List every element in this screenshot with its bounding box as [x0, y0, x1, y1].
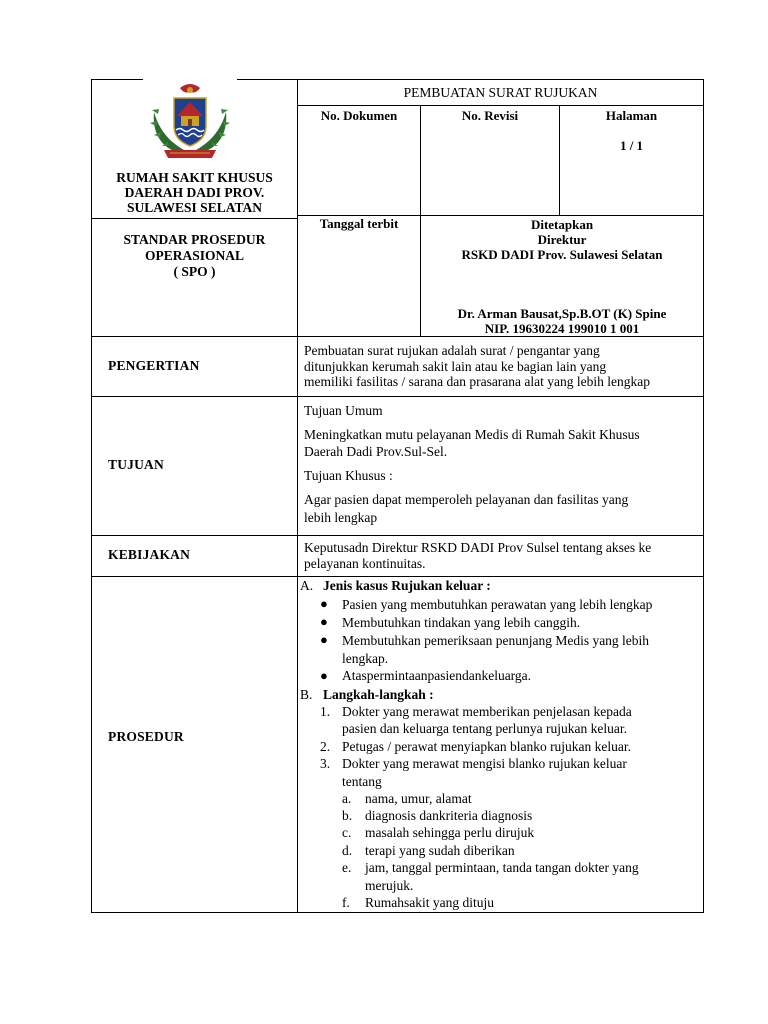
sub-item: Rumahsakit yang dituju — [365, 895, 494, 910]
b-item-continuation: tentang — [342, 774, 382, 789]
sub-item: masalah sehingga perlu dirujuk — [365, 825, 535, 840]
section-a-marker: A. — [300, 578, 314, 593]
b-item: Dokter yang merawat mengisi blanko rujukan keluar — [342, 756, 627, 771]
sub-item-continuation: merujuk. — [365, 878, 414, 893]
bullet-icon: ● — [320, 632, 328, 647]
ditetapkan-line: Direktur — [537, 232, 587, 247]
hospital-name-line: RUMAH SAKIT KHUSUS — [116, 170, 273, 185]
table-top-border-right — [237, 79, 704, 80]
pengertian-line: ditunjukkan kerumah sakit lain atau ke bagian lain yang — [304, 358, 607, 374]
b-item: Petugas / perawat menyiapkan blanko rujukan keluar. — [342, 739, 632, 754]
tujuan-umum-line: Daerah Dadi Prov.Sul-Sel. — [304, 444, 448, 459]
spo-label-line: ( SPO ) — [173, 264, 216, 279]
ditetapkan-line: Ditetapkan — [530, 217, 594, 232]
pengertian-line: memiliki fasilitas / sarana dan prasarana alat yang lebih lengkap — [304, 374, 650, 389]
section-a-title: Jenis kasus Rujukan keluar : — [323, 578, 491, 593]
column-divider — [297, 79, 298, 913]
tujuan-khusus-line: lebih lengkap — [304, 510, 378, 525]
bullet-icon: ● — [320, 668, 328, 683]
no-dokumen-header: No. Dokumen — [320, 108, 398, 123]
prosedur-label: PROSEDUR — [108, 729, 184, 744]
tujuan-umum-title: Tujuan Umum — [304, 403, 383, 418]
spo-label — [92, 232, 297, 280]
header-row-line-left — [91, 218, 298, 219]
b-item-number: 1. — [320, 704, 331, 719]
tujuan-label: TUJUAN — [108, 457, 164, 472]
pengertian-line: Pembuatan surat rujukan adalah surat / pengantar yang — [304, 343, 600, 358]
sub-item-marker: b. — [342, 808, 353, 823]
b-item-number: 2. — [320, 739, 331, 754]
tujuan-khusus-line: Agar pasien dapat memperoleh pelayanan dan fasilitas yang — [304, 492, 629, 507]
sub-item: nama, umur, alamat — [365, 791, 472, 806]
table-top-border-left — [91, 79, 143, 80]
sub-item-marker: d. — [342, 843, 353, 858]
signatory-nip: NIP. 19630224 199010 1 001 — [484, 321, 640, 336]
tujuan-khusus-title: Tujuan Khusus : — [304, 468, 393, 483]
tujuan-umum-line: Meningkatkan mutu pelayanan Medis di Rumah Sakit Khusus — [304, 427, 640, 442]
section-b-title: Langkah-langkah : — [323, 687, 434, 702]
sub-item-marker: c. — [342, 825, 352, 840]
row-line-kebijakan — [91, 535, 704, 536]
ditetapkan-line: RSKD DADI Prov. Sulawesi Selatan — [461, 247, 663, 262]
halaman-header: Halaman — [605, 108, 658, 123]
b-item-number: 3. — [320, 756, 331, 771]
a-item: Pasien yang membutuhkan perawatan yang lebih lengkap — [342, 597, 653, 612]
halaman-value: 1 / 1 — [619, 138, 644, 153]
hospital-name-line: SULAWESI SELATAN — [127, 200, 262, 215]
hospital-logo — [144, 82, 236, 162]
kebijakan-line: Keputusadn Direktur RSKD DADI Prov Sulsel tentang akses ke — [304, 540, 652, 555]
header-title-underline — [297, 105, 704, 106]
table-bottom-border — [91, 912, 704, 913]
a-item: Membutuhkan tindakan yang lebih canggih. — [342, 615, 581, 630]
kebijakan-label: KEBIJAKAN — [108, 547, 191, 562]
sub-item: jam, tanggal permintaan, tanda tangan dokter yang — [365, 860, 639, 875]
pengertian-text — [304, 343, 700, 390]
a-item-continuation: lengkap. — [342, 651, 389, 666]
signatory-name: Dr. Arman Bausat,Sp.B.OT (K) Spine — [457, 306, 667, 321]
bullet-icon: ● — [320, 596, 328, 611]
a-item: Membutuhkan pemeriksaan penunjang Medis yang lebih — [342, 633, 650, 648]
sub-item-marker: a. — [342, 791, 352, 806]
table-right-border — [703, 79, 704, 913]
hospital-name — [92, 170, 297, 215]
sub-item: diagnosis dankriteria diagnosis — [365, 808, 533, 823]
row-line-tujuan — [91, 396, 704, 397]
b-item-continuation: pasien dan keluarga tentang perlunya rujukan keluar. — [342, 721, 628, 736]
a-item: Ataspermintaanpasiendankeluarga. — [342, 668, 532, 683]
section-b-marker: B. — [300, 687, 313, 702]
tanggal-terbit-label: Tanggal terbit — [319, 216, 399, 231]
hospital-name-line: DAERAH DADI PROV. — [124, 185, 265, 200]
provincial-emblem-icon — [144, 82, 236, 162]
b-item: Dokter yang merawat memberikan penjelasan kepada — [342, 704, 632, 719]
sub-item-marker: e. — [342, 860, 352, 875]
sub-item-marker: f. — [342, 895, 350, 910]
bullet-icon: ● — [320, 614, 328, 629]
spo-label-line: STANDAR PROSEDUR — [123, 232, 266, 247]
sub-item: terapi yang sudah diberikan — [365, 843, 515, 858]
spo-label-line: OPERASIONAL — [144, 248, 244, 263]
no-revisi-header: No. Revisi — [461, 108, 519, 123]
document-title: PEMBUATAN SURAT RUJUKAN — [403, 85, 598, 100]
kebijakan-line: pelayanan kontinuitas. — [304, 555, 426, 571]
pengertian-label: PENGERTIAN — [108, 358, 200, 373]
ditetapkan-block — [421, 217, 703, 262]
kebijakan-text — [304, 540, 700, 571]
